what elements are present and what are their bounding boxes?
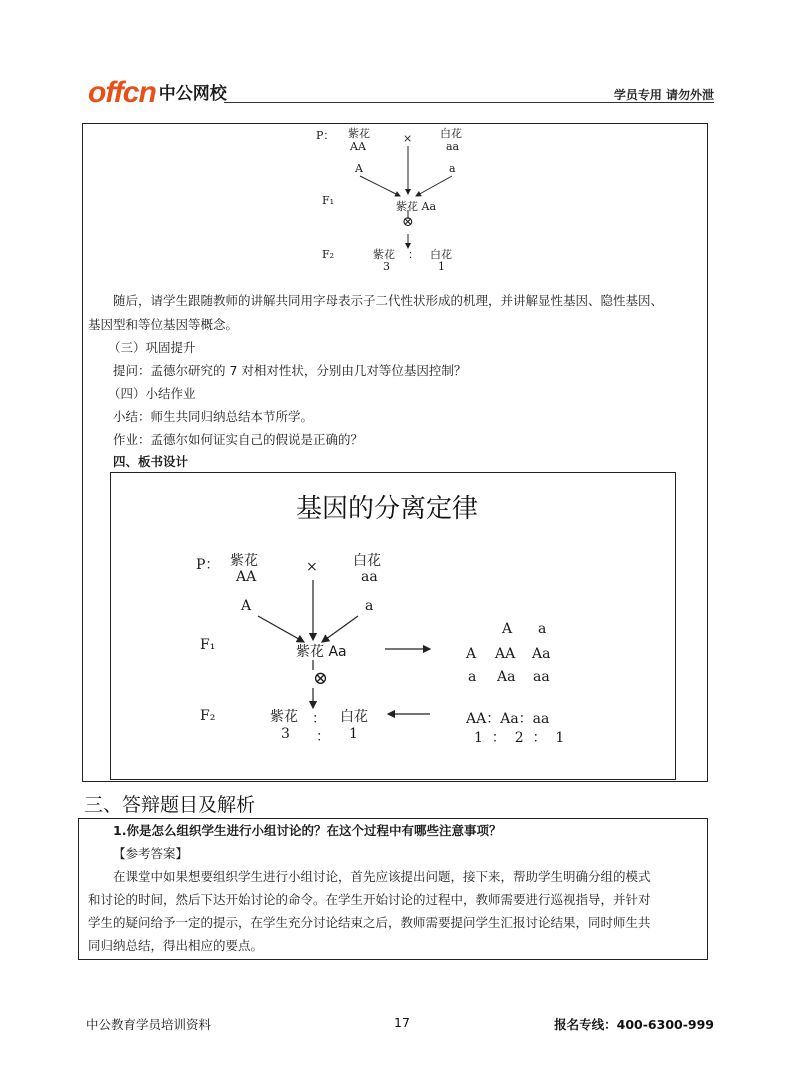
self-cross-symbol: ⊗ xyxy=(402,214,414,230)
question-title: 1.你是怎么组织学生进行小组讨论的？在这个过程中有哪些注意事项？ xyxy=(113,823,502,838)
summary-text: 小结：师生共同归纳总结本节所学。 xyxy=(113,409,314,424)
f1-label: F₁ xyxy=(322,194,335,207)
subsection-title: （四）小结作业 xyxy=(108,386,196,401)
punnett-cell: AA xyxy=(495,646,516,662)
board-arrow-p2-to-f1 xyxy=(322,616,358,642)
paragraph-line: 基因型和等位基因等概念。 xyxy=(88,317,239,332)
board-parent2-phenotype: 白花 xyxy=(353,553,381,569)
homework-text: 作业：孟德尔如何证实自己的假说是正确的？ xyxy=(113,432,364,447)
f2-purple-ratio: 3 xyxy=(383,260,390,273)
cross-symbol: × xyxy=(403,132,413,145)
section-title: 三、答辩题目及解析 xyxy=(84,794,256,816)
punnett-row-header: a xyxy=(468,669,477,685)
logo xyxy=(88,76,227,108)
parent1-genotype: AA xyxy=(350,140,366,153)
f2-label: F₂ xyxy=(322,248,335,261)
board-f1-result: 紫花 Aa xyxy=(296,644,347,660)
answer-line: 和讨论的时间，然后下达开始讨论的命令。在学生开始讨论的过程中，教师需要进行巡视指导，并针对 xyxy=(88,892,651,907)
board-self-cross-symbol: ⊗ xyxy=(313,668,329,689)
punnett-cell: aa xyxy=(533,669,550,685)
answer-line: 学生的疑问给予一定的提示，在学生充分讨论结束之后，教师需要提问学生汇报讨论结果，同时师生共 xyxy=(88,915,651,930)
parent1-phenotype: 紫花 xyxy=(348,127,370,140)
board-f1-label: F₁ xyxy=(200,637,216,653)
parent2-phenotype: 白花 xyxy=(440,127,462,140)
board-parent1-genotype: AA xyxy=(236,569,257,585)
question-text: 提问：孟德尔研究的 7 对相对性状，分别由几对等位基因控制？ xyxy=(113,363,467,378)
board-f2-purple: 紫花 xyxy=(270,709,298,725)
f2-white-ratio: 1 xyxy=(438,260,445,273)
punnett-row-header: A xyxy=(466,646,477,662)
f2-colon: ： xyxy=(408,248,419,261)
answer-line: 同归纳总结，得出相应的要点。 xyxy=(88,938,264,953)
section-heading: 四、板书设计 xyxy=(113,454,189,469)
board-cross-symbol: × xyxy=(306,559,318,575)
board-f2-ratio-colon: ： xyxy=(316,729,330,745)
board-f2-white-ratio: 1 xyxy=(349,726,358,742)
board-f2-purple-ratio: 3 xyxy=(281,726,290,742)
f1-result: 紫花 Aa xyxy=(396,200,436,213)
page-number: 17 xyxy=(394,1015,410,1030)
subsection-title: （三）巩固提升 xyxy=(108,340,196,355)
logo-offcn: offcn xyxy=(88,76,156,109)
f2-purple: 紫花 xyxy=(373,248,395,261)
parent1-gamete: A xyxy=(355,162,363,175)
answer-label: 【参考答案】 xyxy=(113,846,189,861)
parent2-gamete: a xyxy=(449,162,456,175)
arrow-p1-to-f1 xyxy=(360,176,400,196)
punnett-col-header: A xyxy=(502,621,513,637)
parent2-genotype: aa xyxy=(446,140,460,153)
board-arrow-p1-to-f1 xyxy=(258,616,304,642)
punnett-col-header: a xyxy=(538,621,547,637)
punnett-cell: Aa xyxy=(532,646,551,662)
genotype-ratio-values: 1 ： 2 ： 1 xyxy=(474,730,565,746)
p-label: P： xyxy=(316,129,335,142)
board-title: 基因的分离定律 xyxy=(296,494,479,524)
arrow-p2-to-f1 xyxy=(416,176,452,196)
board-f2-colon: ： xyxy=(312,711,326,727)
board-f2-white: 白花 xyxy=(340,709,368,725)
genotype-ratio-label: AA：Aa：aa xyxy=(466,711,550,727)
footer-left: 中公教育学员培训资料 xyxy=(86,1017,212,1032)
answer-line: 在课堂中如果想要组织学生进行小组讨论，首先应该提出问题，接下来，帮助学生明确分组的模式 xyxy=(113,869,651,884)
paragraph-line: 随后，请学生跟随教师的讲解共同用字母表示子二代性状形成的机理，并讲解显性基因、隐性基因、 xyxy=(113,293,664,308)
punnett-cell: Aa xyxy=(497,669,516,685)
logo-school-name: 中公网校 xyxy=(158,84,227,104)
f2-white: 白花 xyxy=(430,248,452,261)
board-f2-label: F₂ xyxy=(200,708,216,724)
header-notice: 学员专用 请勿外泄 xyxy=(613,88,714,102)
board-parent1-gamete: A xyxy=(241,598,252,614)
board-parent1-phenotype: 紫花 xyxy=(230,553,258,569)
board-p-label: P： xyxy=(196,557,220,573)
board-diagram-arrows xyxy=(230,560,470,730)
board-parent2-genotype: aa xyxy=(361,569,378,585)
footer-hotline: 报名专线：400-6300-999 xyxy=(554,1017,714,1032)
board-parent2-gamete: a xyxy=(365,598,374,614)
